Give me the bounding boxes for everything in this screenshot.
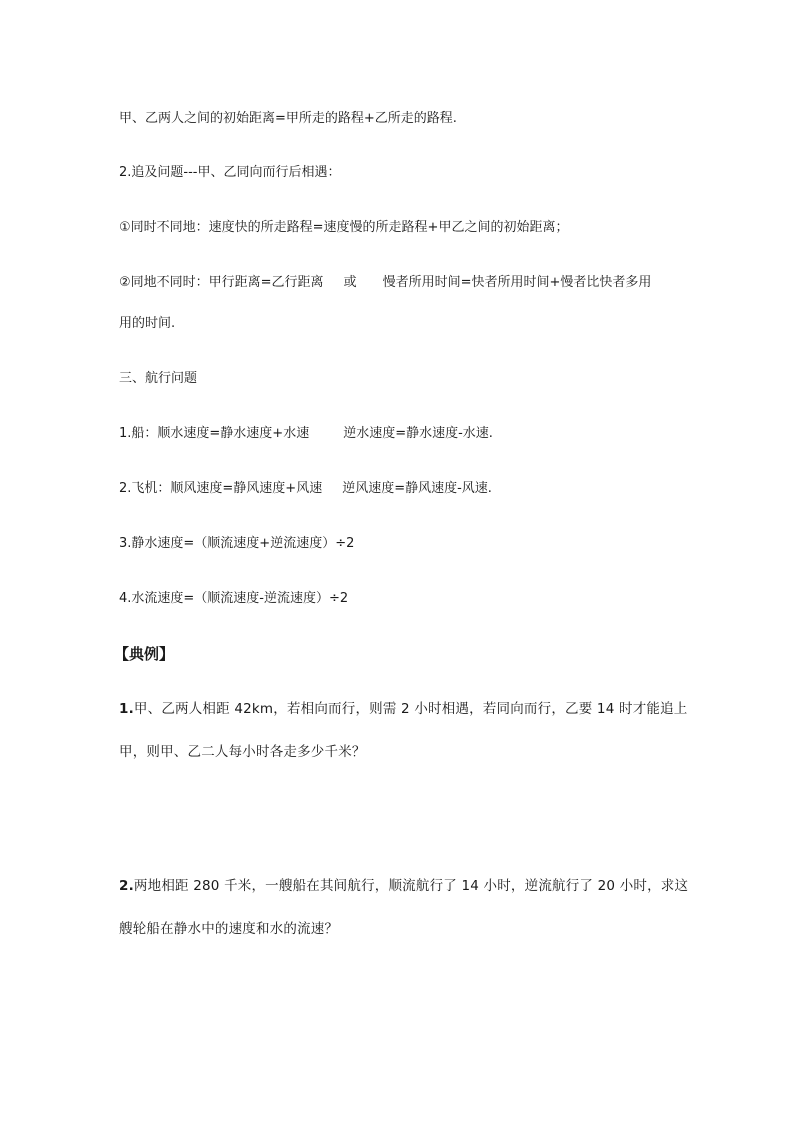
example-1-number: 1. <box>119 701 134 717</box>
text-upstream-speed: 逆水速度=静水速度-水速. <box>343 426 493 441</box>
text-same-place-diff-time <box>119 274 689 292</box>
text-headwind-speed: 逆风速度=静风速度-风速. <box>342 481 492 496</box>
example-1-line-2: 甲，则甲、乙二人每小时各走多少千米？ <box>119 744 366 760</box>
example-1-line-1 <box>119 700 689 718</box>
text-downstream-speed: 1.船：顺水速度=静水速度+水速 <box>119 426 310 441</box>
text-chase-problem-title: 2.追及问题---甲、乙同向而行后相遇： <box>119 165 341 180</box>
text-initial-distance: 甲、乙两人之间的初始距离=甲所走的路程+乙所走的路程. <box>119 111 457 126</box>
example-2-line-1 <box>119 877 689 895</box>
text-segment-distance: ②同地不同时：甲行距离=乙行距离 <box>119 275 324 290</box>
section-heading-examples: 【典例】 <box>114 645 175 663</box>
text-segment-or: 或 <box>343 275 357 290</box>
example-2-number: 2. <box>119 878 134 894</box>
text-boat-speeds <box>119 425 689 443</box>
text-still-water-speed-formula: 3.静水速度=（顺流速度+逆流速度）÷2 <box>119 536 355 551</box>
text-same-time-diff-place: ①同时不同地：速度快的所走路程=速度慢的所走路程+甲乙之间的初始距离； <box>119 220 569 235</box>
example-1-text: 甲、乙两人相距 42km，若相向而行，则需 2 小时相遇，若同向而行，乙要 14 时才能追上 <box>133 701 688 717</box>
example-2-line-2: 艘轮船在静水中的速度和水的流速？ <box>119 921 339 937</box>
example-2-text: 两地相距 280 千米，一艘船在其间航行，顺流航行了 14 小时，逆流航行了 20 小时，求这 <box>133 878 689 894</box>
text-time-used-continuation: 用的时间. <box>119 316 176 331</box>
text-segment-time: 慢者所用时间=快者所用时间+慢者比快者多用 <box>382 275 652 290</box>
text-tailwind-speed: 2.飞机：顺风速度=静风速度+风速 <box>119 481 323 496</box>
text-airplane-speeds <box>119 480 689 498</box>
text-current-speed-formula: 4.水流速度=（顺流速度-逆流速度）÷2 <box>119 591 349 606</box>
text-navigation-section-title: 三、航行问题 <box>119 371 198 386</box>
